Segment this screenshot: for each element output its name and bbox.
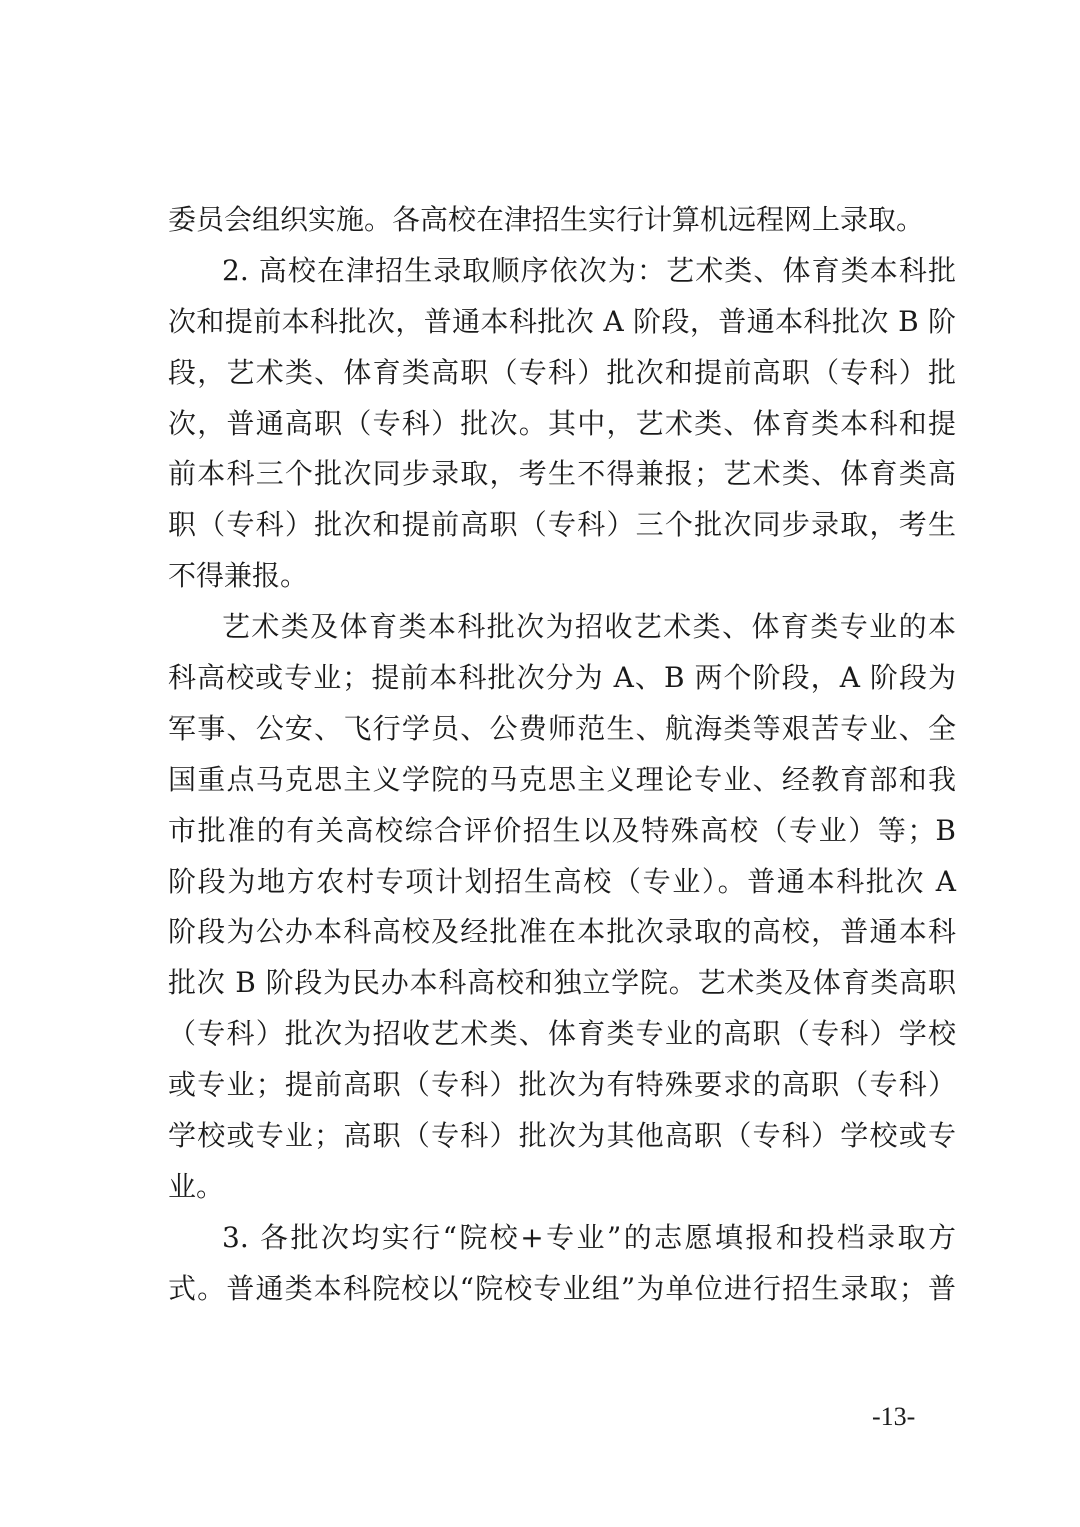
page-number: -13- [872, 1402, 916, 1431]
text-line: 前本科三个批次同步录取，考生不得兼报；艺术类、体育类高 [168, 457, 956, 491]
text-line: 艺术类及体育类本科批次为招收艺术类、体育类专业的本 [222, 610, 956, 644]
paragraph [168, 195, 956, 246]
text-line: 阶段为公办本科高校及经批准在本批次录取的高校，普通本科 [168, 915, 956, 949]
text-line: 市批准的有关高校综合评价招生以及特殊高校（专业）等；B [168, 813, 956, 847]
text-line: 式。普通类本科院校以“院校专业组”为单位进行招生录取；普 [168, 1271, 956, 1305]
text-line: 或专业；提前高职（专科）批次为有特殊要求的高职（专科） [168, 1068, 956, 1102]
text-line: 学校或专业；高职（专科）批次为其他高职（专科）学校或专 [168, 1119, 956, 1153]
text-line: 次，普通高职（专科）批次。其中，艺术类、体育类本科和提 [168, 406, 956, 440]
text-line: 批次 B 阶段为民办本科高校和独立学院。艺术类及体育类高职 [168, 966, 956, 1000]
text-line: 3. 各批次均实行“院校+专业”的志愿填报和投档录取方 [222, 1220, 956, 1254]
text-line: 国重点马克思主义学院的马克思主义理论专业、经教育部和我 [168, 762, 956, 796]
text-line: 职（专科）批次和提前高职（专科）三个批次同步录取，考生 [168, 508, 956, 542]
text-line: 军事、公安、飞行学员、公费师范生、航海类等艰苦专业、全 [168, 711, 956, 745]
document-body [168, 195, 956, 1315]
text-line: 次和提前本科批次，普通本科批次 A 阶段，普通本科批次 B 阶 [168, 304, 956, 338]
paragraph [168, 602, 956, 1213]
paragraph [168, 246, 956, 602]
text-line: （专科）批次为招收艺术类、体育类专业的高职（专科）学校 [168, 1017, 956, 1051]
text-line: 段，艺术类、体育类高职（专科）批次和提前高职（专科）批 [168, 355, 956, 389]
text-line: 阶段为地方农村专项计划招生高校（专业）。普通本科批次 A [168, 864, 956, 898]
text-line: 2. 高校在津招生录取顺序依次为：艺术类、体育类本科批 [222, 253, 956, 287]
text-line: 委员会组织实施。各高校在津招生实行计算机远程网上录取。 [168, 203, 925, 236]
text-line: 科高校或专业；提前本科批次分为 A、B 两个阶段，A 阶段为 [168, 661, 956, 695]
paragraph [168, 1213, 956, 1315]
text-line: 不得兼报。 [168, 559, 309, 593]
text-line: 业。 [168, 1169, 225, 1203]
